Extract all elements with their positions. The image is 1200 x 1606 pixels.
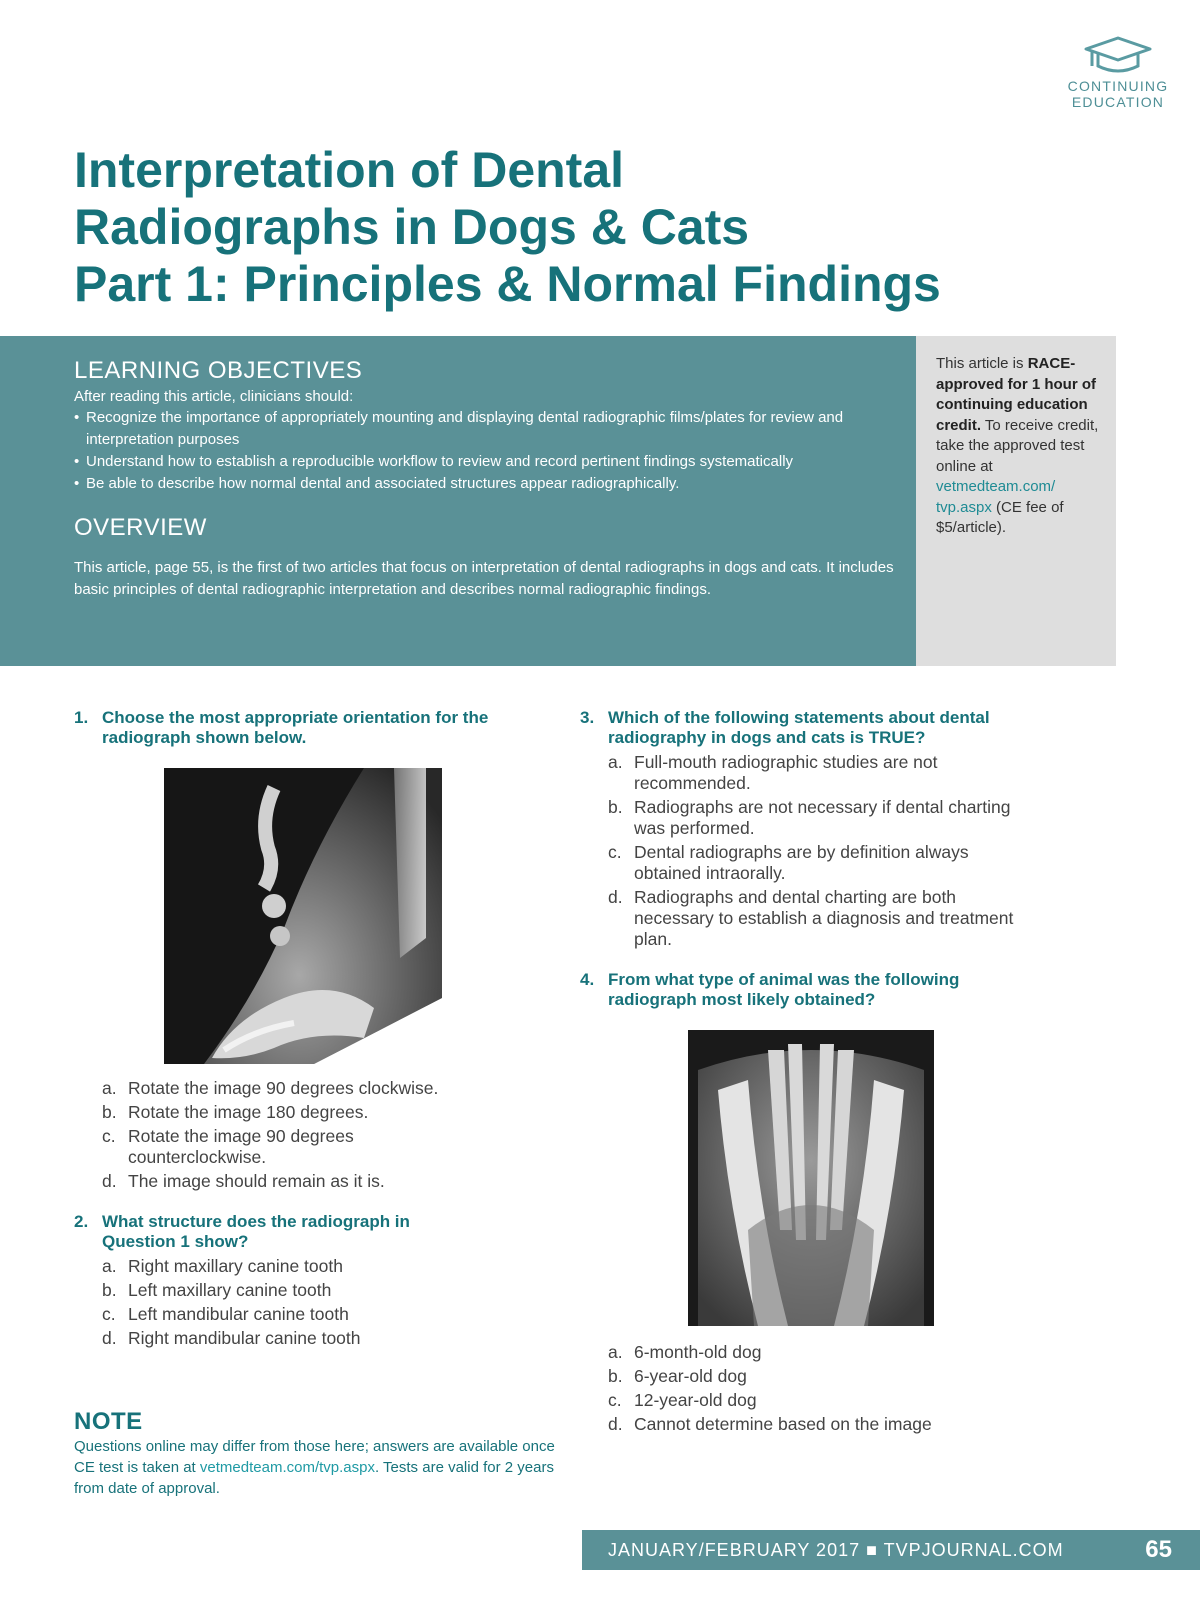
race-text-1: This article is xyxy=(936,355,1024,372)
objective-item: • Understand how to establish a reproducible workflow to review and record pertinent findings systematically xyxy=(74,451,896,473)
answer-text: Rotate the image 90 degrees counterclockwise. xyxy=(128,1126,354,1167)
answer-text: The image should remain as it is. xyxy=(128,1171,385,1191)
answer-option xyxy=(102,1328,544,1349)
question-4 xyxy=(580,970,1010,1010)
answer-option xyxy=(608,752,1020,794)
overview-text: This article, page 55, is the first of two articles that focus on interpretation of dental radiographs in dogs and cats. It includes basic principles of dental radiographic interpretation and describes normal radiographic findings. xyxy=(74,559,894,598)
answer-letter: c. xyxy=(102,1126,116,1146)
answer-option xyxy=(608,1414,1040,1435)
race-text-3: To receive credit, take the approved test online at xyxy=(936,416,1099,475)
answer-text: 6-month-old dog xyxy=(634,1342,762,1362)
answer-text: Rotate the image 180 degrees. xyxy=(128,1102,369,1122)
answer-letter: c. xyxy=(102,1304,116,1324)
title-line-2: Radiographs in Dogs & Cats xyxy=(74,199,750,255)
answer-letter: d. xyxy=(608,1414,623,1434)
right-column xyxy=(580,708,1040,1435)
question-3 xyxy=(580,708,1040,748)
learning-objectives-heading: LEARNING OBJECTIVES xyxy=(74,357,363,384)
answer-letter: b. xyxy=(608,1366,623,1386)
answer-text: Rotate the image 90 degrees clockwise. xyxy=(128,1078,439,1098)
answer-letter: a. xyxy=(102,1078,117,1098)
note-text-1: Questions online may differ from those here; answers are available once CE test is taken at xyxy=(74,1438,555,1476)
continuing-education-badge xyxy=(1066,36,1170,110)
race-link[interactable]: vetmedteam.com/ tvp.aspx xyxy=(936,478,1056,516)
graduation-cap-icon xyxy=(1084,36,1152,74)
page-footer xyxy=(582,1530,1200,1570)
answer-letter: b. xyxy=(102,1102,117,1122)
answer-letter: d. xyxy=(102,1171,117,1191)
answer-text: 6-year-old dog xyxy=(634,1366,747,1386)
race-text-2: RACE-approved for 1 hour of continuing education credit. xyxy=(936,355,1097,434)
left-column xyxy=(74,708,544,1349)
question-number: 3. xyxy=(580,708,595,727)
answers-question-2 xyxy=(74,1256,544,1349)
answer-letter: d. xyxy=(102,1328,117,1348)
answer-letter: a. xyxy=(608,1342,623,1362)
question-number: 1. xyxy=(74,708,89,727)
answer-option xyxy=(608,842,1020,884)
answer-text: Right maxillary canine tooth xyxy=(128,1256,343,1276)
question-1 xyxy=(74,708,544,748)
answer-option xyxy=(608,887,1020,950)
note-text xyxy=(74,1436,564,1499)
answer-text: Radiographs are not necessary if dental charting was performed. xyxy=(634,797,1011,838)
objectives-list xyxy=(74,407,896,495)
radiograph-question-1 xyxy=(164,768,442,1064)
question-text: Which of the following statements about dental radiography in dogs and cats is TRUE? xyxy=(608,708,990,747)
answer-letter: c. xyxy=(608,1390,622,1410)
answer-option xyxy=(102,1256,544,1277)
note-link[interactable]: vetmedteam.com/tvp.aspx xyxy=(199,1459,375,1476)
objectives-intro: After reading this article, clinicians should: xyxy=(74,388,354,405)
note-text-2: . Tests are valid for 2 years from date of approval. xyxy=(74,1459,554,1497)
question-number: 4. xyxy=(580,970,595,989)
race-credit-box xyxy=(916,336,1116,666)
answer-option xyxy=(102,1171,544,1192)
answer-option xyxy=(102,1078,544,1099)
answer-letter: c. xyxy=(608,842,622,862)
answer-option xyxy=(608,797,1020,839)
page-number: 65 xyxy=(1145,1536,1172,1563)
overview-heading: OVERVIEW xyxy=(74,514,207,541)
title-line-3: Part 1: Principles & Normal Findings xyxy=(74,256,941,312)
answer-option xyxy=(608,1390,1040,1411)
answer-letter: b. xyxy=(102,1280,117,1300)
radiograph-question-4 xyxy=(688,1030,934,1326)
title-line-1: Interpretation of Dental xyxy=(74,142,625,198)
objective-item: • Be able to describe how normal dental and associated structures appear radiographically. xyxy=(74,473,896,495)
question-number: 2. xyxy=(74,1212,89,1231)
question-text: From what type of animal was the following radiograph most likely obtained? xyxy=(608,970,960,1009)
answers-question-4 xyxy=(580,1342,1040,1435)
question-2 xyxy=(74,1212,454,1252)
answer-text: Cannot determine based on the image xyxy=(634,1414,932,1434)
answer-option xyxy=(102,1126,432,1168)
question-text: Choose the most appropriate orientation for the radiograph shown below. xyxy=(102,708,489,747)
badge-line-2: EDUCATION xyxy=(1071,94,1165,110)
badge-line-1: CONTINUING xyxy=(1067,78,1169,94)
answer-option xyxy=(608,1366,1040,1387)
article-title xyxy=(74,142,1054,313)
learning-objectives-panel xyxy=(0,336,916,666)
answers-question-3 xyxy=(580,752,1020,950)
race-text-4: (CE fee of $5/article). xyxy=(936,498,1064,536)
answer-text: Right mandibular canine tooth xyxy=(128,1328,361,1348)
question-text: What structure does the radiograph in Question 1 show? xyxy=(102,1212,410,1251)
objective-item: • Recognize the importance of appropriately mounting and displaying dental radiographic films/plates for review and interpretation purposes xyxy=(74,407,896,451)
answer-letter: a. xyxy=(608,752,623,772)
answer-text: 12-year-old dog xyxy=(634,1390,757,1410)
answer-letter: d. xyxy=(608,887,623,907)
answer-text: Dental radiographs are by definition always obtained intraorally. xyxy=(634,842,969,883)
answer-option xyxy=(102,1102,544,1123)
answer-letter: b. xyxy=(608,797,623,817)
footer-issue-text: JANUARY/FEBRUARY 2017 ■ TVPJOURNAL.COM xyxy=(608,1540,1064,1560)
answer-option xyxy=(102,1304,544,1325)
answer-text: Radiographs and dental charting are both necessary to establish a diagnosis and treatment plan. xyxy=(634,887,1014,949)
answer-letter: a. xyxy=(102,1256,117,1276)
answers-question-1 xyxy=(74,1078,544,1192)
answer-text: Left maxillary canine tooth xyxy=(128,1280,332,1300)
answer-option xyxy=(102,1280,544,1301)
note-heading: NOTE xyxy=(74,1408,143,1435)
answer-text: Left mandibular canine tooth xyxy=(128,1304,349,1324)
answer-option xyxy=(608,1342,1040,1363)
answer-text: Full-mouth radiographic studies are not recommended. xyxy=(634,752,938,793)
